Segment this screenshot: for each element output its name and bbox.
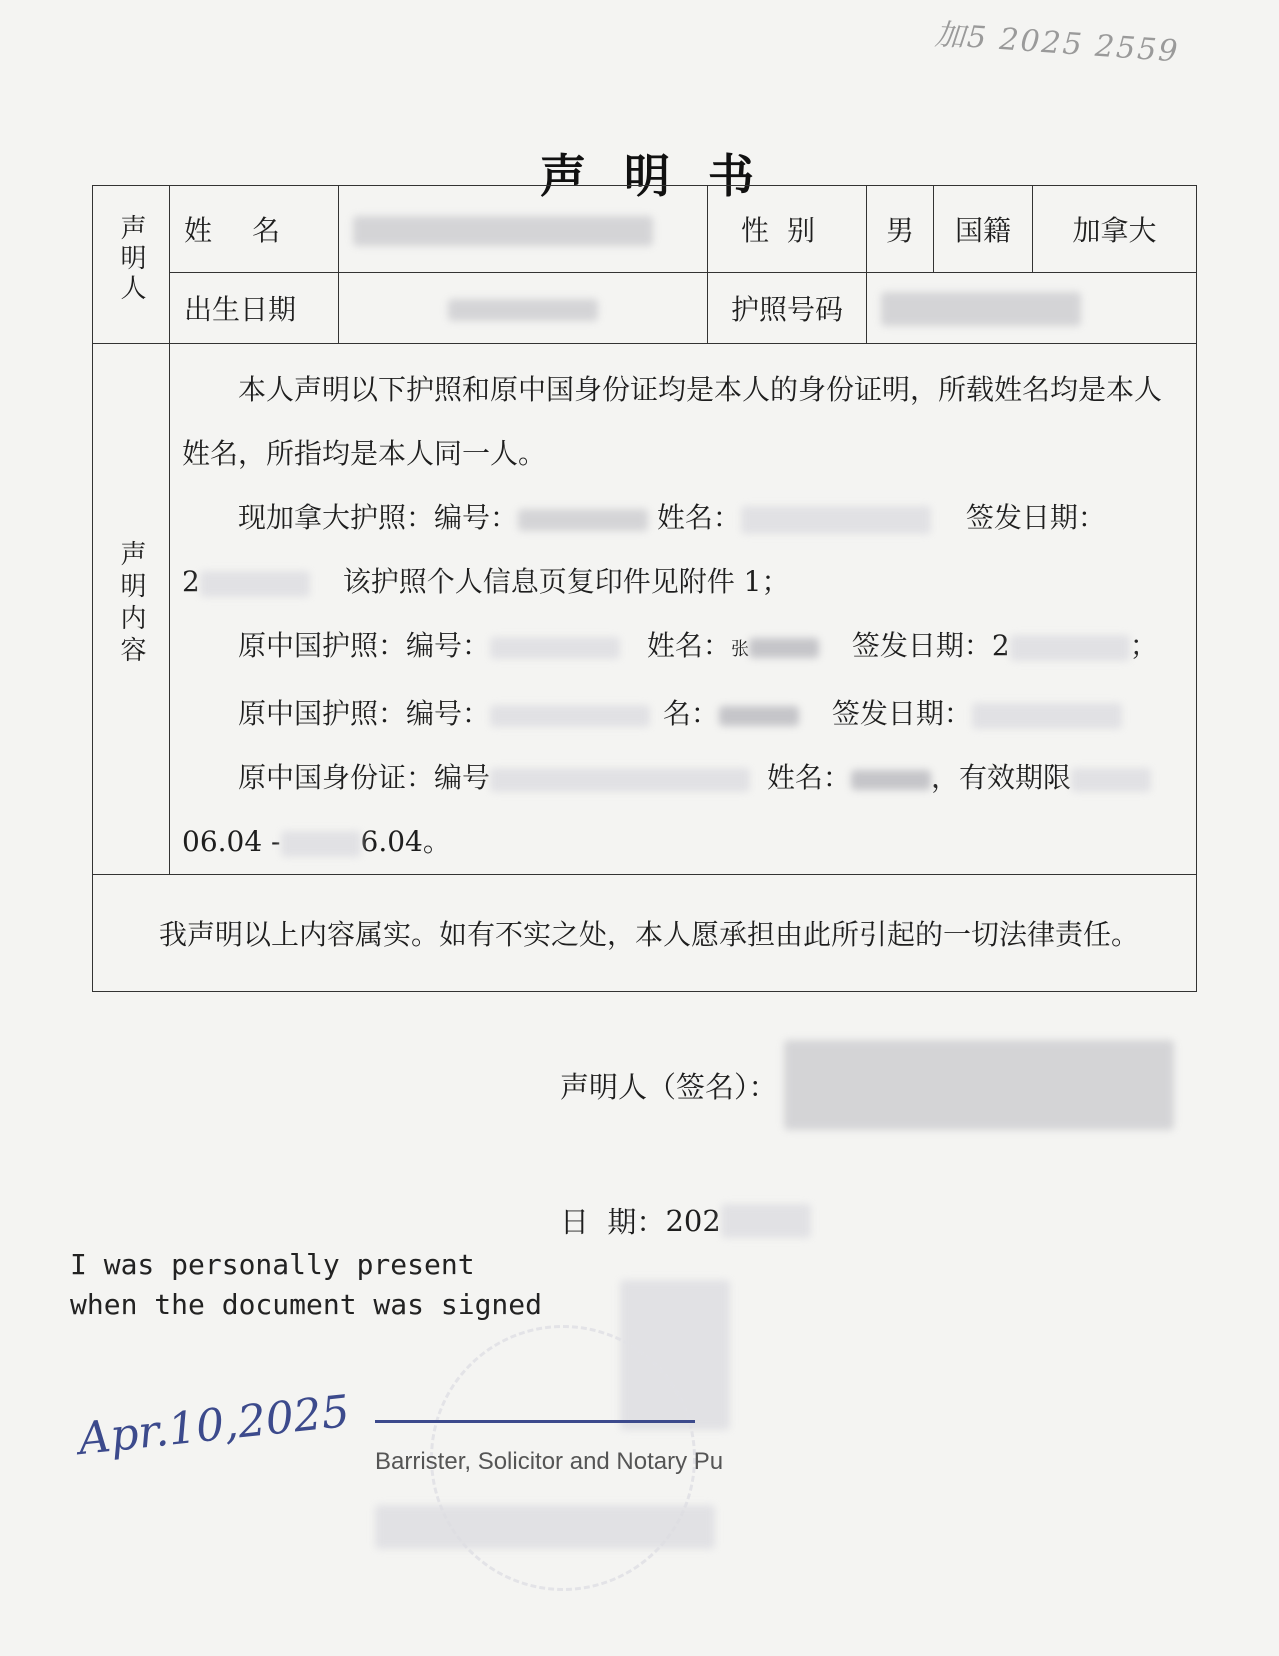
birth-date-label: 出生日期: [170, 273, 339, 344]
name-label: 姓名: [170, 186, 339, 273]
date-value-prefix: 202: [665, 1203, 721, 1238]
redacted-old-passport-2-date: [972, 703, 1122, 729]
validity-line: 06.04 - 6.04。: [182, 825, 451, 858]
redacted-passport-number: [881, 292, 1081, 326]
redacted-canada-issue-date: [200, 571, 310, 597]
signature-label: 声明人（签名）：: [560, 1069, 778, 1104]
redacted-canada-passport-name: [741, 506, 931, 534]
content-section-label: [93, 344, 170, 875]
passport-number-value: [867, 273, 1197, 344]
redacted-old-passport-1-name: [749, 638, 819, 658]
name-value: [339, 186, 708, 273]
gender-label: 性别: [708, 186, 867, 273]
declaration-table: [92, 185, 1197, 992]
redacted-birth-date: [448, 299, 598, 321]
redacted-name: [353, 216, 653, 246]
handwritten-date: Apr.10,2025: [76, 1385, 352, 1466]
redacted-old-passport-2-number: [490, 705, 650, 727]
redacted-id-number: [490, 768, 750, 792]
date-block: [560, 1200, 811, 1241]
declarant-section-label-text: 声明人: [116, 214, 146, 304]
declarant-section-label: [93, 186, 170, 344]
date-label: 日 期：: [560, 1205, 666, 1239]
notary-signature-line: [375, 1420, 695, 1423]
notary-statement-line-2: when the document was signed: [70, 1288, 543, 1321]
id-card-line: 原中国身份证：编号 姓名： ，有效期限: [182, 746, 1184, 810]
gender-value: 男: [867, 186, 934, 273]
passport-number-label: 护照号码: [708, 273, 867, 344]
notary-statement-line-1: I was personally present: [70, 1248, 475, 1281]
handwritten-reference: 加5 2025 2559: [933, 17, 1181, 70]
redacted-old-passport-1-date: [1010, 635, 1130, 661]
content-section-label-text: 声明内容: [116, 539, 146, 668]
nationality-label: 国籍: [934, 186, 1033, 273]
redacted-notary-name: [375, 1505, 715, 1549]
redacted-signature: [784, 1040, 1174, 1130]
document-title: 声明书: [540, 149, 792, 203]
nationality-value: 加拿大: [1033, 186, 1197, 273]
old-passport-line-2: 原中国护照：编号： 名： 签发日期：: [182, 682, 1184, 746]
redacted-old-passport-2-name: [719, 706, 799, 726]
redacted-id-name: [851, 770, 931, 790]
canada-passport-tail-line: 2 该护照个人信息页复印件见附件 1；: [182, 565, 790, 598]
canada-passport-line: 现加拿大护照：编号： 姓名： 签发日期：: [238, 501, 1106, 534]
intro-line-1: 本人声明以下护照和原中国身份证均是本人的身份证明，所载姓名均是本人: [238, 373, 1163, 406]
redacted-old-passport-1-number: [490, 637, 620, 659]
pledge-statement: 我声明以上内容属实。如有不实之处，本人愿承担由此所引起的一切法律责任。: [93, 875, 1197, 992]
redacted-canada-passport-number: [518, 509, 648, 531]
intro-line-2: 姓名，所指均是本人同一人。: [182, 437, 547, 470]
notary-title: Barrister, Solicitor and Notary Pu: [375, 1448, 724, 1475]
notary-statement: [70, 1245, 542, 1325]
signature-block: [560, 1060, 1174, 1110]
declaration-content: [170, 344, 1197, 875]
redacted-validity-year: [281, 831, 361, 857]
birth-date-value: [339, 273, 708, 344]
redacted-id-validity-start: [1071, 768, 1151, 792]
old-passport-line-1: 原中国护照：编号： 姓名：张 签发日期：2 ；: [238, 629, 1158, 662]
redacted-date: [721, 1204, 811, 1238]
